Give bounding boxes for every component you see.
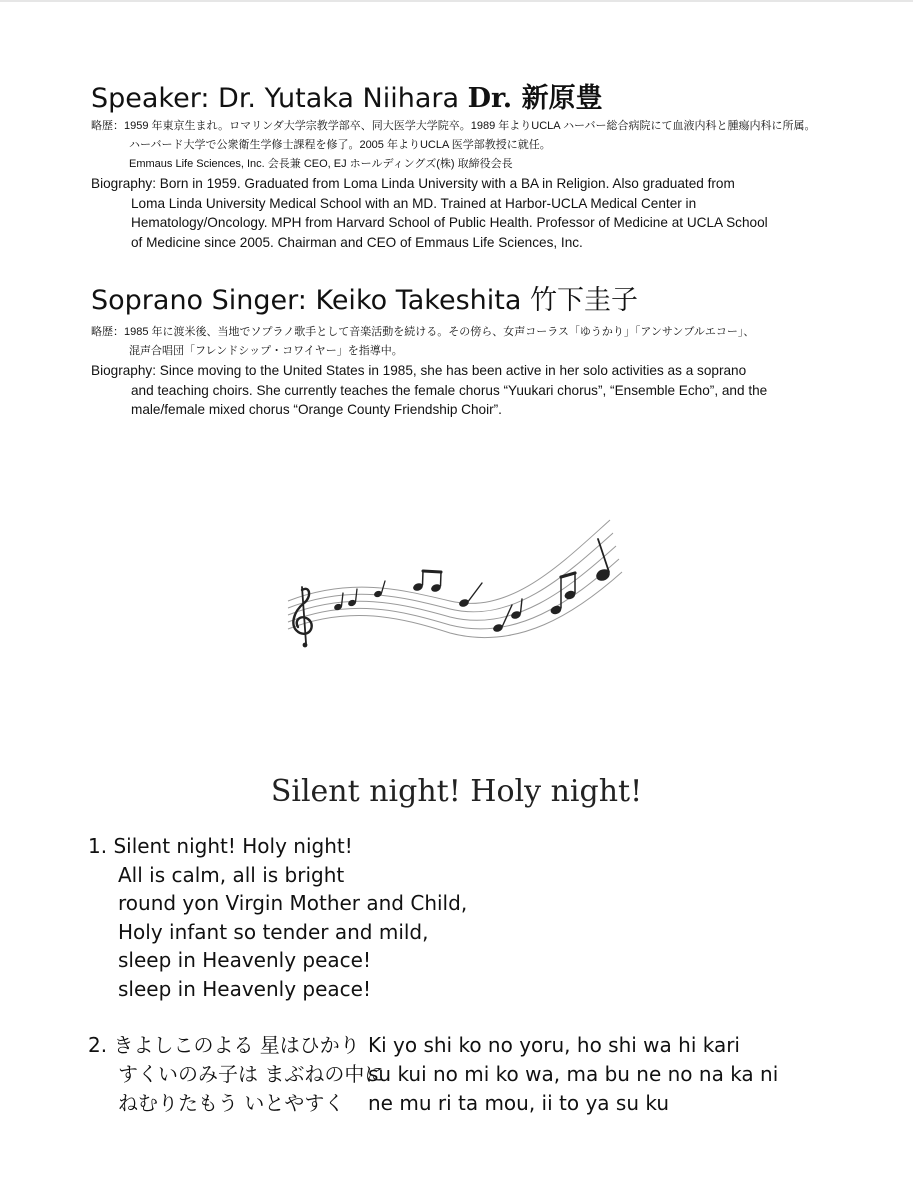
verse-2-japanese: 2. きよしこのよる 星はひかり bbox=[88, 1033, 360, 1057]
singer-bio-line: and teaching choirs. She currently teaches the female chorus “Yuukari chorus”, “Ensemble Echo”, and the bbox=[131, 382, 768, 398]
speaker-bio-line: of Medicine since 2005. Chairman and CEO of Emmaus Life Sciences, Inc. bbox=[131, 234, 583, 250]
verse-line: round yon Virgin Mother and Child, bbox=[118, 891, 468, 916]
singer-jp-line: 略歴：1985 年に渡米後、当地でソプラノ歌手として音楽活動を続ける。その傍ら、女声コーラス「ゆうかり」「アンサンブルエコー」、 bbox=[91, 326, 755, 338]
verse-line: Holy infant so tender and mild, bbox=[118, 919, 429, 944]
speaker-bio-line: Biography: Born in 1959. Graduated from Loma Linda University with a BA in Religion. Also graduated from bbox=[91, 176, 735, 191]
song-title: Silent night! Holy night! bbox=[270, 774, 643, 809]
speaker-bio-line: Loma Linda University Medical School with an MD. Trained at Harbor-UCLA Medical Center in bbox=[131, 195, 697, 211]
verse-2-japanese: ねむりたもう いとやすく bbox=[118, 1091, 345, 1115]
speaker-bio-line: Hematology/Oncology. MPH from Harvard School of Public Health. Professor of Medicine at UCLA School bbox=[131, 215, 768, 230]
verse-line: sleep in Heavenly peace! bbox=[118, 948, 371, 973]
verse-line: All is calm, all is bright bbox=[118, 862, 345, 887]
singer-section bbox=[91, 284, 851, 420]
verse-line: 1. Silent night! Holy night! bbox=[88, 834, 353, 858]
speaker-heading-jp: Dr. 新原豊 bbox=[467, 83, 603, 114]
speaker-jp-line: Emmaus Life Sciences, Inc. 会長兼 CEO, EJ ホールディングズ(株) 取締役会長 bbox=[129, 158, 513, 170]
speaker-heading bbox=[91, 82, 851, 116]
music-staff-notes-icon bbox=[280, 515, 625, 665]
speaker-jp-bio bbox=[91, 117, 851, 174]
verse-2-romaji: Ki yo shi ko no yoru, ho shi wa hi kari bbox=[368, 1033, 740, 1057]
verse-2-romaji: su kui no mi ko wa, ma bu ne no na ka ni bbox=[368, 1062, 779, 1086]
speaker-jp-line: ハーバード大学で公衆衛生学修士課程を修了。2005 年よりUCLA 医学部教授に就任。 bbox=[129, 139, 551, 151]
verse-2-japanese: すくいのみ子は まぶねの中に bbox=[118, 1062, 385, 1086]
speaker-heading-en: Speaker: Dr. Yutaka Niihara bbox=[91, 83, 460, 114]
singer-bio-line: male/female mixed chorus “Orange County Friendship Choir”. bbox=[131, 402, 502, 417]
speaker-section bbox=[91, 82, 851, 252]
verse-1 bbox=[88, 832, 467, 1004]
singer-heading: Soprano Singer: Keiko Takeshita 竹下圭子 bbox=[91, 285, 638, 316]
speaker-jp-line: 略歴：1959 年東京生まれ。ロマリンダ大学宗教学部卒、同大医学大学院卒。1989 年よりUCLA ハーバー総合病院にて血液内科と腫瘍内科に所属。 bbox=[91, 120, 816, 132]
singer-bio-line: Biography: Since moving to the United States in 1985, she has been active in her solo activities as a soprano bbox=[91, 363, 747, 378]
verse-2-romaji: ne mu ri ta mou, ii to ya su ku bbox=[368, 1091, 670, 1115]
speaker-en-bio bbox=[91, 174, 851, 252]
top-border bbox=[0, 0, 913, 2]
singer-jp-line: 混声合唱団「フレンドシップ・コワイヤー」を指導中。 bbox=[129, 345, 403, 357]
singer-en-bio bbox=[91, 361, 851, 420]
verse-line: sleep in Heavenly peace! bbox=[118, 976, 371, 1001]
singer-jp-bio bbox=[91, 323, 851, 361]
